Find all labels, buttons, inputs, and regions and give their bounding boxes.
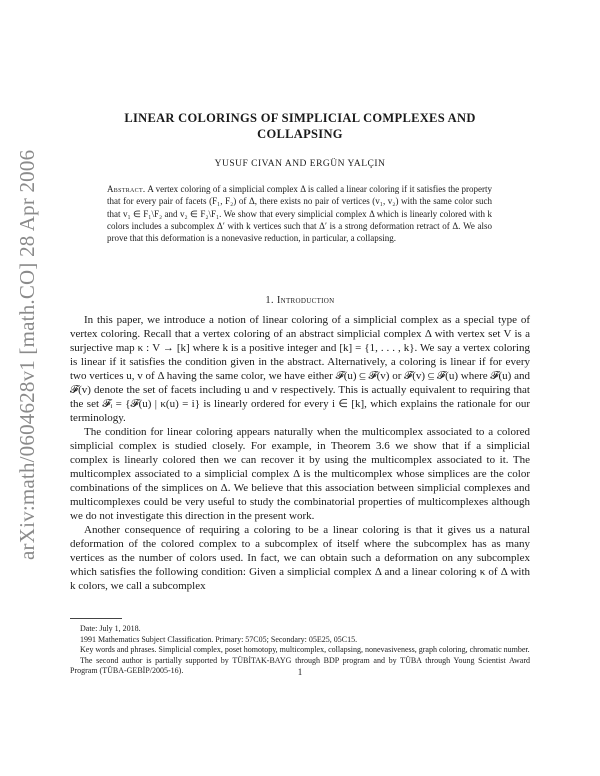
section-number: 1. bbox=[265, 295, 274, 306]
abstract-label: Abstract. bbox=[107, 184, 146, 194]
paragraph: In this paper, we introduce a notion of linear coloring of a simplicial complex as a special type of vertex coloring. Recall that a vertex coloring of an abstract simplicial complex Δ with vertex set V is a surjective map κ : V → [k] where k is a positive integer and [k] = {1, . . . , k}. We say a vertex coloring is linear if it satisfies the condition given in the abstract. Alternatively, a coloring is linear if for every two vertices u, v of Δ having the same color, we have either 𝓕(u) ⊆ 𝓕(v) or 𝓕(v) ⊆ 𝓕(u) where 𝓕(u) and 𝓕(v) denote the set of facets including u and v respectively. This is actually equivalent to requiring that the set 𝓕ᵢ = {𝓕(u) | κ(u) = i} is linearly ordered for every i ∈ [k], which explains the rationale for our terminology. bbox=[70, 314, 530, 424]
arxiv-identifier: arXiv:math/0604628v1 [math.CO] 28 Apr 2006 bbox=[15, 149, 39, 560]
footnote-divider bbox=[70, 618, 122, 619]
footnote-classification: 1991 Mathematics Subject Classification. Primary: 57C05; Secondary: 05E25, 05C15. bbox=[80, 634, 358, 644]
paper-title: LINEAR COLORINGS OF SIMPLICIAL COMPLEXES AND COLLAPSING bbox=[124, 111, 476, 141]
page-number: 1 bbox=[297, 667, 303, 677]
abstract-text: A vertex coloring of a simplicial complex Δ is called a linear coloring if it satisfies the property that for every pair of facets (F₁, F₂) of Δ, there exists no pair of vertices (v₁, v₂) with the same color such that v₁ ∈ F₁\F₂ and v₂ ∈ F₂\F₁. We show that every simplicial complex Δ which is linearly colored with k colors includes a subcomplex Δ′ with k vertices such that Δ′ is a strong deformation retract of Δ. We also prove that this deformation is a nonevasive reduction, in particular, a collapsing. bbox=[107, 184, 492, 244]
paper-authors: YUSUF CIVAN AND ERGÜN YALÇIN bbox=[214, 159, 386, 169]
section-title: Introduction bbox=[277, 295, 335, 306]
section-body bbox=[70, 313, 530, 593]
abstract bbox=[107, 183, 492, 244]
paragraph: The condition for linear coloring appears naturally when the multicomplex associated to a colored simplicial complex is studied closely. For example, in Theorem 3.6 we show that if a simplicial complex is linearly colored then we can recover it by using the multicomplex associated to it. The multicomplex associated to a simplicial complex Δ is the multicomplex whose simplices are the color combinations of the simplices on Δ. We believe that this association between simplicial complexes and multicomplexes could be very useful to study the combinatorial properties of multicomplexes although we do not investigate this direction in the present work. bbox=[70, 426, 530, 522]
paragraph: Another consequence of requiring a coloring to be a linear coloring is that it gives us a natural deformation of the colored complex to a subcomplex of itself where the subcomplex has as many vertices as the number of colors used. In fact, we can obtain such a deformation on any subcomplex which satisfies the following condition: Given a simplicial complex Δ and a linear coloring κ of Δ with k colors, we call a subcomplex bbox=[70, 524, 530, 592]
footnote-date: Date: July 1, 2018. bbox=[80, 624, 141, 633]
footnote-keywords: Key words and phrases. Simplicial complex, poset homotopy, multicomplex, collapsing, nonevasiveness, graph coloring, chromatic number. bbox=[80, 645, 530, 654]
footnote-funding: The second author is partially supported by TÜBİTAK-BAYG through BDP program and by TÜBA through Young Scientist Award Program (TÜBA-GEBİP/2005-16). bbox=[70, 655, 530, 675]
section-heading bbox=[100, 295, 500, 306]
